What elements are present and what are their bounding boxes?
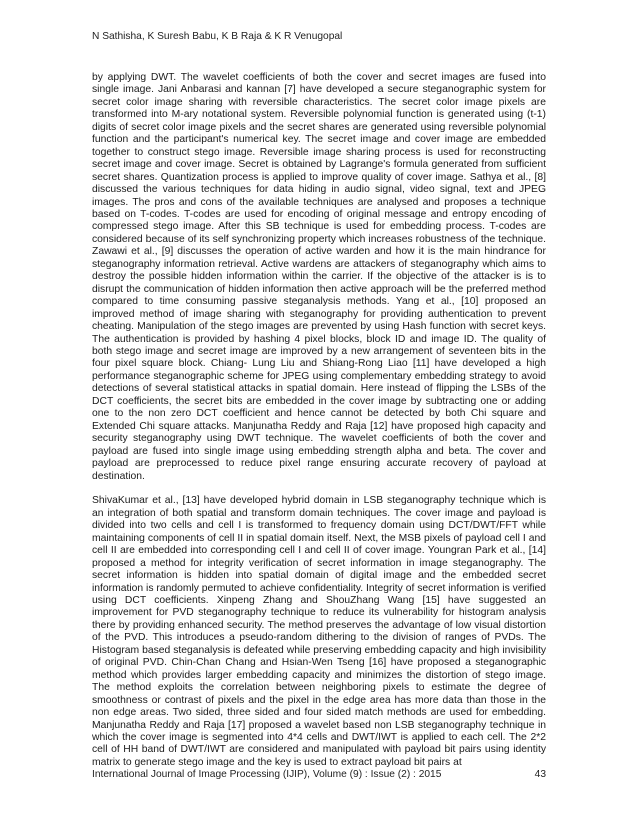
page-number: 43 <box>534 769 546 780</box>
paragraph-2: ShivaKumar et al., [13] have developed hybrid domain in LSB steganography technique which is an integration of both spatial and transform domain techniques. The cover image and payload is divided into two cells and cell I is transformed to frequency domain using DCT/DWT/FFT while maintaining components of cell II in spatial domain itself. Next, the MSB pixels of payload cell I and cell II are embedded into corresponding cell I and cell II of cover image. Youngran Park et al., [14] proposed a method for integrity verification of secret information in image steganography. The secret information is hidden into spatial domain of digital image and the embedded secret information is randomly permuted to achieve confidentiality. Integrity of secret information is verified using DCT coefficients. Xinpeng Zhang and ShouZhang Wang [15] have suggested an improvement for PVD steganography technique to reduce its vulnerability for histogram analysis there by providing enhanced security. The method preserves the advantage of low visual distortion of the PVD. This introduces a pseudo-random dithering to the division of ranges of PVDs. The Histogram based steganalysis is defeated while preserving embedding capacity and high invisibility of original PVD. Chin-Chan Chang and Hsian-Wen Tseng [16] have proposed a steganographic method which provides larger embedding capacity and minimizes the distortion of stego image. The method exploits the correlation between neighboring pixels to estimate the degree of smoothness or contrast of pixels and the pixel in the edge area has more data than those in the non edge areas. Two sided, three sided and four sided match methods are used for embedding. Manjunatha Reddy and Raja [17] proposed a wavelet based non LSB steganography technique in which the cover image is segmented into 4*4 cells and DWT/IWT is applied to each cell. The 2*2 cell of HH band of DWT/IWT are considered and manipulated with payload bit pairs using identity matrix to generate stego image and the key is used to extract payload bit pairs at <box>92 495 546 768</box>
footer-journal-citation: International Journal of Image Processing (IJIP), Volume (9) : Issue (2) : 2015 <box>92 769 442 780</box>
paragraph-1: by applying DWT. The wavelet coefficients of both the cover and secret images are fused into single image. Jani Anbarasi and kannan [7] have developed a secure steganographic system for secret color image sharing with reversible characteristics. The secret color image pixels are transformed into M-ary notational system. Reversible polynomial function is generated using (t-1) digits of secret color image pixels and the secret shares are generated using reversible polynomial function and the participant's numerical key. The secret image and cover image are embedded together to construct stego image. Reversible image sharing process is used for reconstructing secret image and cover image. Secret is obtained by Lagrange's formula generated from sufficient secret shares. Quantization process is applied to improve quality of cover image. Sathya et al., [8] discussed the various techniques for data hiding in audio signal, video signal, text and JPEG images. The pros and cons of the available techniques are analysed and proposes a technique based on T-codes. T-codes are used for encoding of original message and entropy encoding of compressed stego image. After this SB technique is used for embedding process. T-codes are considered because of its self synchronizing property which increases robustness of the technique. Zawawi et al., [9] discusses the operation of active warden and how it is the main hindrance for steganography information retrieval. Active wardens are attackers of steganography which aims to destroy the possible hidden information within the carrier. If the objective of the attacker is is to disrupt the communication of hidden information then active approach will be the preferred method compared to time consuming passive steganalysis methods. Yang et al., [10] proposed an improved method of image sharing with steganography for providing authentication to prevent cheating. Manipulation of the stego images are prevented by using Hash function with secret keys. The authentication is provided by hashing 4 pixel blocks, block ID and image ID. The quality of both stego image and secret image are improved by a new arrangement of seventeen bits in the four pixel square block. Chiang- Lung Liu and Shiang-Rong Liao [11] have developed a high performance steganographic scheme for JPEG using complementary embedding strategy to avoid detections of several statistical attacks in spatial domain. Here instead of flipping the LSBs of the DCT coefficients, the secret bits are embedded in the cover image by subtracting one or adding one to the non zero DCT coefficient and hence cannot be detected by both Chi square and Extended Chi square attacks. Manjunatha Reddy and Raja [12] have proposed high capacity and security steganography using DWT technique. The wavelet coefficients of both the cover and payload are fused into single image using embedding strength alpha and beta. The cover and payload are preprocessed to reduce pixel range ensuring accurate recovery of payload at destination. <box>92 72 546 482</box>
body-text <box>92 72 546 769</box>
running-header-authors: N Sathisha, K Suresh Babu, K B Raja & K R Venugopal <box>92 31 343 42</box>
